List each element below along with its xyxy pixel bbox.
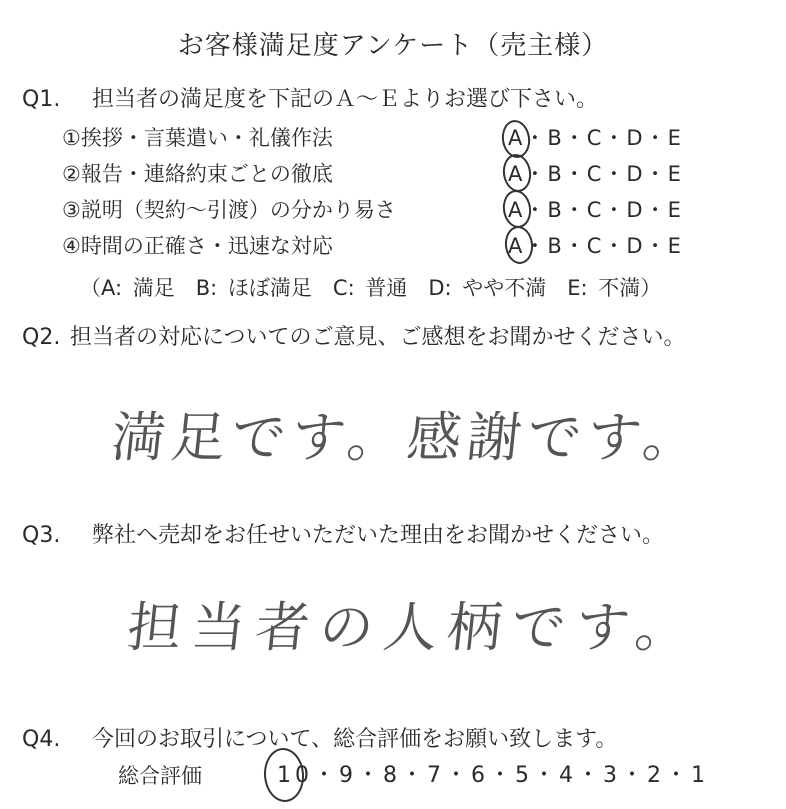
- question-1-number: Q1.: [22, 87, 61, 112]
- overall-rating-selection-circle: [262, 747, 306, 804]
- overall-rating-label: 総合評価: [118, 764, 202, 788]
- question-3: [22, 518, 664, 549]
- question-3-number: Q3.: [22, 523, 61, 548]
- q1-grade-legend: （A: 満足 B: ほぼ満足 C: 普通 D: やや不満 E: 不満）: [80, 276, 662, 300]
- q1-item-3-grades: A・B・C・D・E: [508, 198, 683, 222]
- question-4: [22, 722, 617, 753]
- q2-handwritten-answer: 満足です。感謝です。: [108, 406, 707, 469]
- q1-item-4-label: ④時間の正確さ・迅速な対応: [62, 234, 333, 258]
- overall-rating-scale: 10・9・8・7・6・5・4・3・2・1: [277, 763, 709, 788]
- q1-item-2-grades: A・B・C・D・E: [508, 162, 683, 186]
- q1-item-1-label: ①挨拶・言葉遣い・礼儀作法: [62, 126, 333, 150]
- q1-item-4-grades: A・B・C・D・E: [508, 234, 683, 258]
- q1-item-1-grades: A・B・C・D・E: [508, 126, 683, 150]
- question-2: [22, 320, 686, 351]
- question-1: [22, 82, 598, 113]
- q1-item-2-label: ②報告・連絡約束ごとの徹底: [62, 162, 333, 186]
- q3-handwritten-answer: 担当者の人柄です。: [124, 596, 703, 659]
- question-4-number: Q4.: [22, 727, 61, 752]
- question-3-text: 弊社へ売却をお任せいただいた理由をお聞かせください。: [92, 523, 665, 548]
- question-4-text: 今回のお取引について、総合評価をお願い致します。: [92, 727, 618, 752]
- question-1-text: 担当者の満足度を下記のＡ～Ｅよりお選び下さい。: [92, 87, 599, 112]
- question-2-number: Q2.: [22, 325, 61, 350]
- q1-item-3-label: ③説明（契約～引渡）の分かり易さ: [62, 198, 396, 222]
- survey-title: お客様満足度アンケート（売主様）: [177, 31, 609, 61]
- question-2-text: 担当者の対応についてのご意見、ご感想をお聞かせください。: [70, 325, 686, 350]
